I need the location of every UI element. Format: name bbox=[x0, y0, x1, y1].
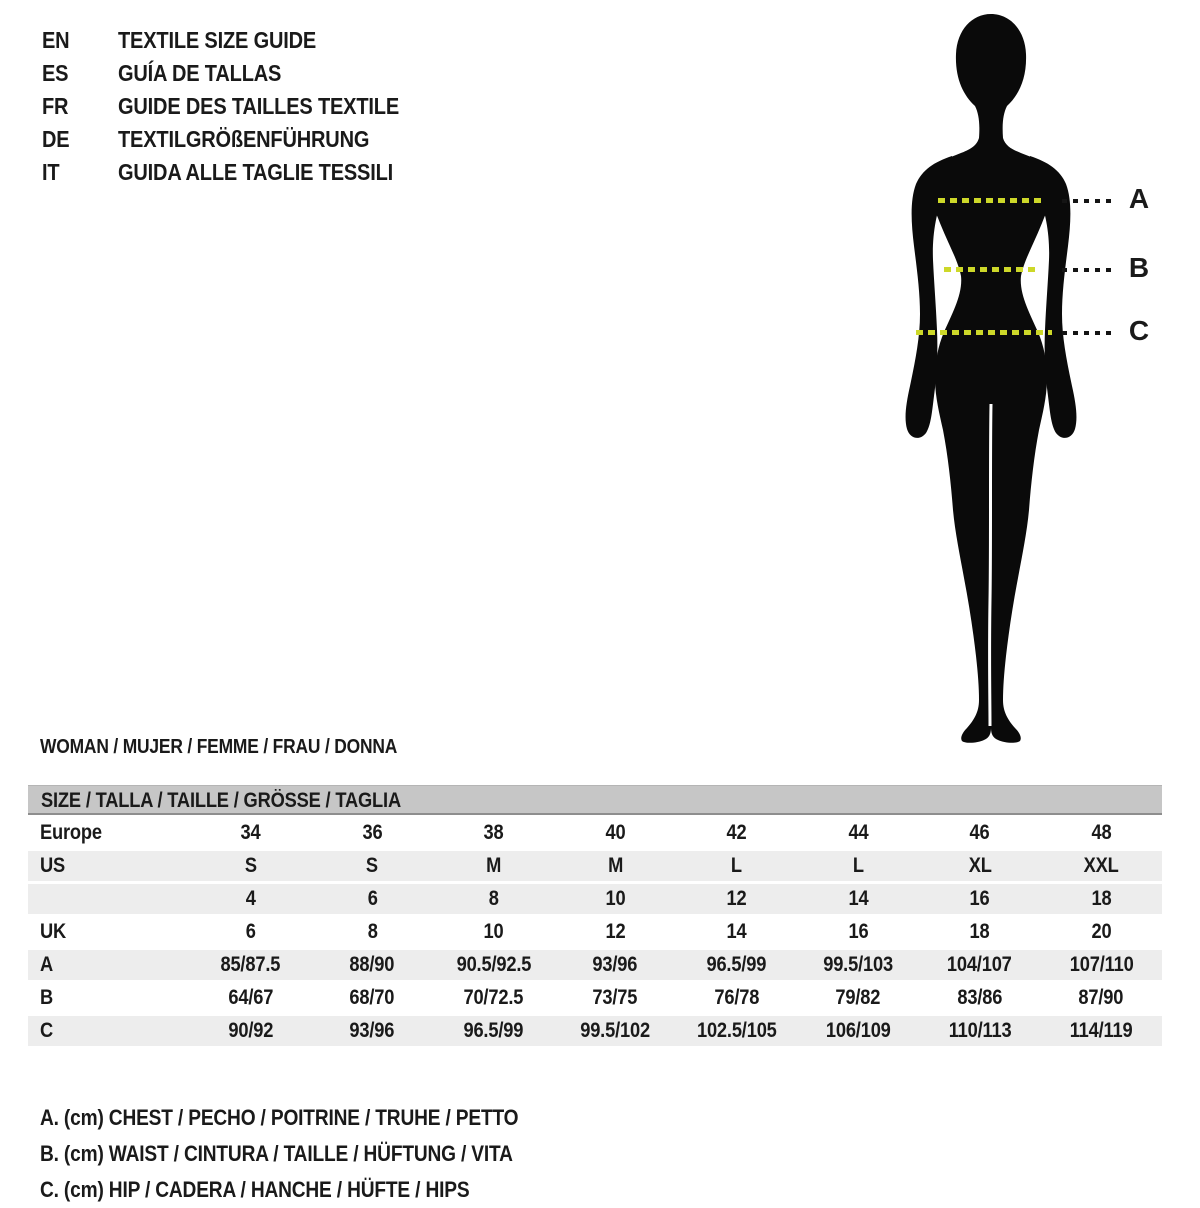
size-cell: 83/86 bbox=[957, 986, 1003, 1009]
row-label: UK bbox=[40, 920, 67, 943]
language-list bbox=[42, 24, 441, 189]
size-cell: M bbox=[607, 854, 623, 877]
size-cell: 18 bbox=[1091, 887, 1112, 910]
size-cell: 79/82 bbox=[835, 986, 881, 1009]
size-cell: 106/109 bbox=[825, 1019, 891, 1042]
row-label: Europe bbox=[40, 821, 102, 844]
size-cell: 36 bbox=[362, 821, 383, 844]
size-cell: 107/110 bbox=[1069, 953, 1134, 976]
table-row bbox=[28, 815, 1162, 848]
size-cell: 90/92 bbox=[228, 1019, 274, 1042]
legend-item: B. (cm) WAIST / CINTURA / TAILLE / HÜFTUNG / VITA bbox=[40, 1141, 513, 1166]
size-cell: 68/70 bbox=[349, 986, 395, 1009]
language-code: DE bbox=[42, 126, 70, 152]
size-cell: 99.5/103 bbox=[823, 953, 894, 976]
language-row bbox=[42, 57, 441, 90]
size-cell: 85/87.5 bbox=[220, 953, 281, 976]
size-cell: 14 bbox=[848, 887, 869, 910]
measure-label-b: B bbox=[1128, 252, 1150, 283]
size-cell: 70/72.5 bbox=[463, 986, 524, 1009]
table-row bbox=[28, 848, 1162, 881]
measure-label-c: C bbox=[1128, 315, 1150, 346]
size-cell: 12 bbox=[605, 920, 626, 943]
measure-line-waist bbox=[850, 252, 1200, 283]
size-cell: 90.5/92.5 bbox=[456, 953, 532, 976]
size-cell: 8 bbox=[367, 920, 378, 943]
table-row bbox=[28, 1013, 1162, 1046]
chest-dash-on-body bbox=[938, 198, 1042, 203]
size-cell: 16 bbox=[969, 887, 990, 910]
size-cell: 114/119 bbox=[1069, 1019, 1133, 1042]
language-row bbox=[42, 123, 441, 156]
size-cell: 18 bbox=[969, 920, 990, 943]
size-cell: 6 bbox=[245, 920, 256, 943]
language-title: GUÍA DE TALLAS bbox=[118, 60, 282, 86]
language-code: IT bbox=[42, 159, 60, 185]
size-cell: 87/90 bbox=[1078, 986, 1124, 1009]
language-row bbox=[42, 156, 441, 189]
table-row bbox=[28, 881, 1162, 914]
language-title: GUIDA ALLE TAGLIE TESSILI bbox=[118, 159, 394, 185]
language-code: ES bbox=[42, 60, 69, 86]
size-cell: 93/96 bbox=[592, 953, 638, 976]
table-row bbox=[28, 980, 1162, 1013]
table-row bbox=[28, 914, 1162, 947]
size-cell: S bbox=[366, 854, 379, 877]
size-cell: 88/90 bbox=[349, 953, 395, 976]
size-cell: 44 bbox=[848, 821, 869, 844]
woman-silhouette bbox=[850, 0, 1200, 760]
size-cell: L bbox=[852, 854, 864, 877]
size-cell: 99.5/102 bbox=[580, 1019, 651, 1042]
woman-figure bbox=[850, 0, 1200, 760]
measure-label-a: A bbox=[1128, 183, 1150, 214]
language-title: GUIDE DES TAILLES TEXTILE bbox=[118, 93, 400, 119]
size-cell: M bbox=[486, 854, 502, 877]
legend-item: A. (cm) CHEST / PECHO / POITRINE / TRUHE / PETTO bbox=[40, 1105, 519, 1130]
size-table-header-text: SIZE / TALLA / TAILLE / GRÖSSE / TAGLIA bbox=[41, 789, 401, 812]
size-cell: 110/113 bbox=[948, 1019, 1012, 1042]
measurement-legend bbox=[40, 1100, 590, 1208]
size-cell: 76/78 bbox=[714, 986, 760, 1009]
row-label: B bbox=[40, 986, 54, 1009]
size-cell: 42 bbox=[726, 821, 747, 844]
size-table-header bbox=[28, 785, 1162, 815]
size-cell: 4 bbox=[245, 887, 256, 910]
legend-item: C. (cm) HIP / CADERA / HANCHE / HÜFTE / HIPS bbox=[40, 1177, 470, 1202]
row-label: A bbox=[40, 953, 54, 976]
size-cell: 64/67 bbox=[228, 986, 274, 1009]
size-cell: 48 bbox=[1091, 821, 1112, 844]
size-cell: 96.5/99 bbox=[706, 953, 767, 976]
hip-dash-extension bbox=[1062, 331, 1116, 335]
size-cell: 93/96 bbox=[349, 1019, 395, 1042]
size-table-body bbox=[28, 815, 1162, 1046]
size-cell: XL bbox=[968, 854, 992, 877]
language-code: FR bbox=[42, 93, 69, 119]
size-cell: L bbox=[731, 854, 743, 877]
size-cell: 104/107 bbox=[947, 953, 1013, 976]
legend-line bbox=[40, 1172, 590, 1208]
size-cell: XXL bbox=[1083, 854, 1119, 877]
size-cell: 40 bbox=[605, 821, 626, 844]
waist-dash-extension bbox=[1062, 268, 1116, 272]
size-cell: 14 bbox=[726, 920, 747, 943]
size-cell: 38 bbox=[483, 821, 504, 844]
gender-title bbox=[40, 736, 451, 759]
size-cell: 20 bbox=[1091, 920, 1112, 943]
hip-dash-on-body bbox=[916, 330, 1052, 335]
chest-dash-extension bbox=[1062, 199, 1116, 203]
language-code: EN bbox=[42, 27, 70, 53]
leg-gap-line bbox=[990, 404, 991, 726]
table-row bbox=[28, 947, 1162, 980]
gender-title-text: WOMAN / MUJER / FEMME / FRAU / DONNA bbox=[40, 736, 398, 758]
row-label: US bbox=[40, 854, 66, 877]
language-title: TEXTILE SIZE GUIDE bbox=[118, 27, 317, 53]
size-cell: 10 bbox=[605, 887, 626, 910]
size-cell: 6 bbox=[367, 887, 378, 910]
language-title: TEXTILGRÖßENFÜHRUNG bbox=[118, 126, 370, 152]
language-row bbox=[42, 24, 441, 57]
size-cell: 34 bbox=[240, 821, 261, 844]
measure-line-hip bbox=[850, 315, 1200, 346]
legend-line bbox=[40, 1136, 590, 1172]
size-cell: 73/75 bbox=[592, 986, 638, 1009]
size-table bbox=[28, 785, 1162, 1046]
size-cell: 16 bbox=[848, 920, 869, 943]
legend-line bbox=[40, 1100, 590, 1136]
waist-dash-on-body bbox=[944, 267, 1040, 272]
size-cell: 96.5/99 bbox=[463, 1019, 524, 1042]
size-cell: 12 bbox=[726, 887, 747, 910]
size-cell: 46 bbox=[969, 821, 990, 844]
size-cell: 10 bbox=[483, 920, 504, 943]
size-cell: 102.5/105 bbox=[696, 1019, 777, 1042]
size-cell: 8 bbox=[488, 887, 499, 910]
language-row bbox=[42, 90, 441, 123]
row-label: C bbox=[40, 1019, 54, 1042]
size-cell: S bbox=[244, 854, 257, 877]
measure-line-chest bbox=[850, 183, 1200, 214]
